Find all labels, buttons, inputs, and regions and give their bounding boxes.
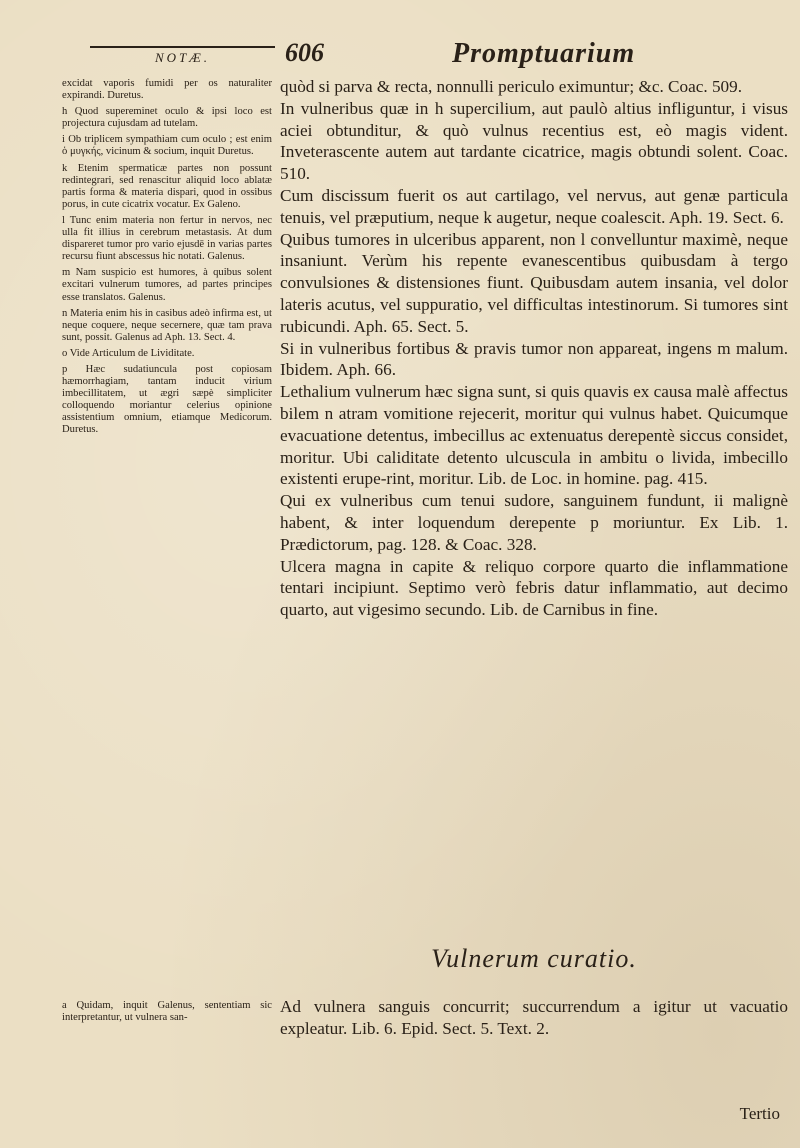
marginal-note: h Quod supereminet oculo & ipsi loco est projectura cujusdam ad tutelam. xyxy=(62,106,272,130)
main-text-column xyxy=(280,76,788,621)
page-header xyxy=(0,38,800,78)
marginal-note: l Tunc enim materia non fertur in nervos, nec ulla fit illius in cerebrum metastasis. At dum dispareret tumor pro vario ejusdē in varias partes recursu fiunt abscessus hic notati. Galenus. xyxy=(62,214,272,263)
page-number: 606 xyxy=(285,38,324,67)
main-paragraph: Si in vulneribus fortibus & pravis tumor non appareat, ingens m malum. Ibidem. Aph. 66. xyxy=(280,338,788,380)
bottom-text-column xyxy=(280,996,788,1040)
marginal-note: m Nam suspicio est humores, à quibus solent excitari vulnerum tumores, ad partes principes esse translatos. Galenus. xyxy=(62,267,272,303)
marginal-note: k Etenim spermaticæ partes non possunt redintegrari, sed renascitur aliquid loco ablatæ partis forma & materia dispari, quod in ossibus porus, in cute cicatrix vocatur. Ex Galeno. xyxy=(62,162,272,210)
main-paragraph: In vulneribus quæ in h supercilium, aut paulò altius infliguntur, i visus aciei obtunditur, & quò vulnus recentius est, eò magis vident. Inveterascente autem aut tardante cicatrice, magis obtundi solent. Coac. 510. xyxy=(280,98,788,184)
main-paragraph: Quibus tumores in ulceribus apparent, non l convelluntur maximè, neque insaniunt. Verùm his repente evanescentibus quibusdam à tergo convulsiones & distensiones fiunt. Quibusdam autem insania, vel dolor lateris acutus, vel suppuratio, vel difficultas intestinorum. Si tumores sint rubicundi. Aph. 65. Sect. 5. xyxy=(280,229,788,336)
main-paragraph: Qui ex vulneribus cum tenui sudore, sanguinem fundunt, ii malignè habent, & inter loquendum derepente p moriuntur. Ex Lib. 1. Prædictorum, pag. 128. & Coac. 328. xyxy=(280,491,788,554)
main-paragraph: Ad vulnera sanguis concurrit; succurrendum a igitur ut vacuatio expleatur. Lib. 6. Epid. Sect. 5. Text. 2. xyxy=(280,997,788,1038)
main-paragraph: Lethalium vulnerum hæc signa sunt, si quis quavis ex causa malè affectus bilem n atram vomitione rejecerit, moritur qui vulnus habet. Quicumque evacuatione detentus, imbecillus ac extenuatus derepentè siccus considet, moritur. Ubi caliditate detento ulcuscula in ambitu o livida, imbecillo existenti erupe-rint, moritur. Lib. de Loc. in homine. pag. 415. xyxy=(280,382,788,489)
notes-column-label: NOTÆ. xyxy=(90,46,275,66)
bottom-marginal-notes xyxy=(62,1000,272,1028)
catchword: Tertio xyxy=(739,1104,780,1123)
marginal-note: p Hæc sudatiuncula post copiosam hæmorrhagiam, tantam inducit virium imbecillitatem, ut ægri sæpè simpliciter colloquendo moriantur celerius opinione assistentium omnium, etiamque Medicorum. Duretus. xyxy=(62,363,272,436)
marginal-note: a Quidam, inquit Galenus, sententiam sic interpretantur, ut vulnera san- xyxy=(62,1000,272,1024)
running-title: Promptuarium xyxy=(452,38,636,69)
marginal-note: o Vide Articulum de Lividitate. xyxy=(62,347,195,359)
marginal-note: i Ob triplicem sympathiam cum oculo ; est enim ὁ μυγκής, vicinum & socium, inquit Duretus. xyxy=(62,134,272,158)
main-paragraph: quòd si parva & recta, nonnulli periculo eximuntur; &c. Coac. 509. xyxy=(280,77,743,96)
main-paragraph: Cum discissum fuerit os aut cartilago, vel nervus, aut genæ particula tenuis, vel præputium, neque k augetur, neque coalescit. Aph. 19. Sect. 6. xyxy=(280,185,788,227)
marginal-notes-column xyxy=(62,78,272,441)
marginal-note: n Materia enim his in casibus adeò infirma est, ut neque coquere, neque secernere, quæ tam prava sunt, possit. Galenus ad Aph. 13. Sect. 4. xyxy=(62,307,272,343)
main-paragraph: Ulcera magna in capite & reliquo corpore quarto die inflammatione tentari incipiunt. Septimo verò febris datur inflammatio, aut decimo quarto, aut vigesimo secundo. Lib. de Carnibus in fine. xyxy=(280,556,788,620)
section-heading: Vulnerum curatio. xyxy=(431,944,637,973)
marginal-note: excidat vaporis fumidi per os naturaliter expirandi. Duretus. xyxy=(62,78,272,102)
